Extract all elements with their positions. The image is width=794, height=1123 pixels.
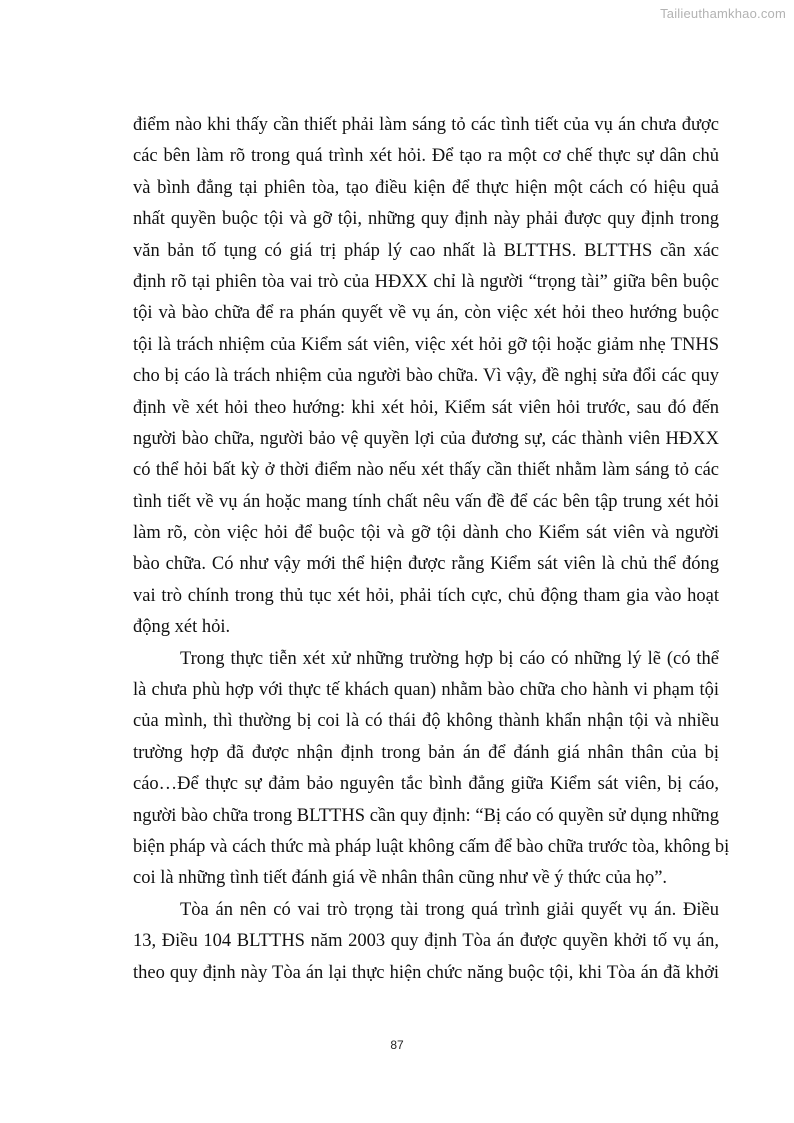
- text-line: bào chữa. Có như vậy mới thể hiện được rằng Kiểm sát viên là chủ thể đóng: [133, 554, 719, 575]
- text-line: Trong thực tiễn xét xử những trường hợp bị cáo có những lý lẽ (có thể: [180, 648, 719, 669]
- text-line: là chưa phù hợp với thực tế khách quan) nhằm bào chữa cho hành vi phạm tội: [133, 680, 719, 701]
- text-line: người bào chữa, người bảo vệ quyền lợi của đương sự, các thành viên HĐXX: [133, 428, 719, 449]
- text-line: tội là trách nhiệm của Kiểm sát viên, việc xét hỏi gỡ tội hoặc giảm nhẹ TNHS: [133, 334, 719, 355]
- text-line: làm rõ, còn việc hỏi để buộc tội và gỡ tội dành cho Kiểm sát viên và người: [133, 523, 719, 544]
- text-line: các bên làm rõ trong quá trình xét hỏi. Để tạo ra một cơ chế thực sự dân chủ: [133, 146, 719, 167]
- text-line: 13, Điều 104 BLTTHS năm 2003 quy định Tòa án được quyền khởi tố vụ án,: [133, 931, 719, 952]
- text-line: của mình, thì thường bị coi là có thái độ không thành khẩn nhận tội và nhiều: [133, 711, 719, 732]
- text-line: nhất quyền buộc tội và gỡ tội, những quy định này phải được quy định trong: [133, 209, 719, 230]
- text-line: coi là những tình tiết đánh giá về nhân thân cũng như về ý thức của họ”.: [133, 868, 668, 889]
- text-line: cho bị cáo là trách nhiệm của người bào chữa. Vì vậy, đề nghị sửa đổi các quy: [133, 366, 719, 387]
- text-line: người bào chữa trong BLTTHS cần quy định: “Bị cáo có quyền sử dụng những: [133, 805, 719, 826]
- text-line: tình tiết về vụ án hoặc mang tính chất nêu vấn đề để các bên tập trung xét hỏi: [133, 491, 719, 512]
- text-line: động xét hỏi.: [133, 617, 231, 638]
- text-line: biện pháp và cách thức mà pháp luật không cấm để bào chữa trước tòa, không bị: [133, 836, 730, 857]
- text-line: điểm nào khi thấy cần thiết phải làm sáng tỏ các tình tiết của vụ án chưa được: [133, 115, 719, 135]
- text-line: định về xét hỏi theo hướng: khi xét hỏi, Kiểm sát viên hỏi trước, sau đó đến: [133, 397, 719, 418]
- text-line: định rõ tại phiên tòa vai trò của HĐXX chỉ là người “trọng tài” giữa bên buộc: [133, 271, 719, 292]
- text-line: theo quy định này Tòa án lại thực hiện chức năng buộc tội, khi Tòa án đã khởi: [133, 962, 719, 983]
- watermark-text: Tailieuthamkhao.com: [660, 6, 786, 21]
- text-line: vai trò chính trong thủ tục xét hỏi, phải tích cực, chủ động tham gia vào hoạt: [133, 585, 719, 606]
- page-number: 87: [390, 1038, 404, 1052]
- text-line: có thể hỏi bất kỳ ở thời điểm nào nếu xét thấy cần thiết nhằm làm sáng tỏ các: [133, 460, 719, 481]
- body-text: [133, 110, 730, 989]
- text-line: tội và bào chữa để ra phán quyết về vụ án, còn việc xét hỏi theo hướng buộc: [133, 303, 719, 324]
- text-line: văn bản tố tụng có giá trị pháp lý cao nhất là BLTTHS. BLTTHS cần xác: [133, 240, 719, 261]
- text-line: trường hợp đã được nhận định trong bản án để đánh giá nhân thân của bị: [133, 742, 719, 763]
- text-line: và bình đẳng tại phiên tòa, tạo điều kiện để thực hiện một cách có hiệu quả: [133, 177, 719, 198]
- text-line: Tòa án nên có vai trò trọng tài trong quá trình giải quyết vụ án. Điều: [180, 899, 719, 920]
- text-line: cáo…Để thực sự đảm bảo nguyên tắc bình đẳng giữa Kiểm sát viên, bị cáo,: [133, 774, 719, 795]
